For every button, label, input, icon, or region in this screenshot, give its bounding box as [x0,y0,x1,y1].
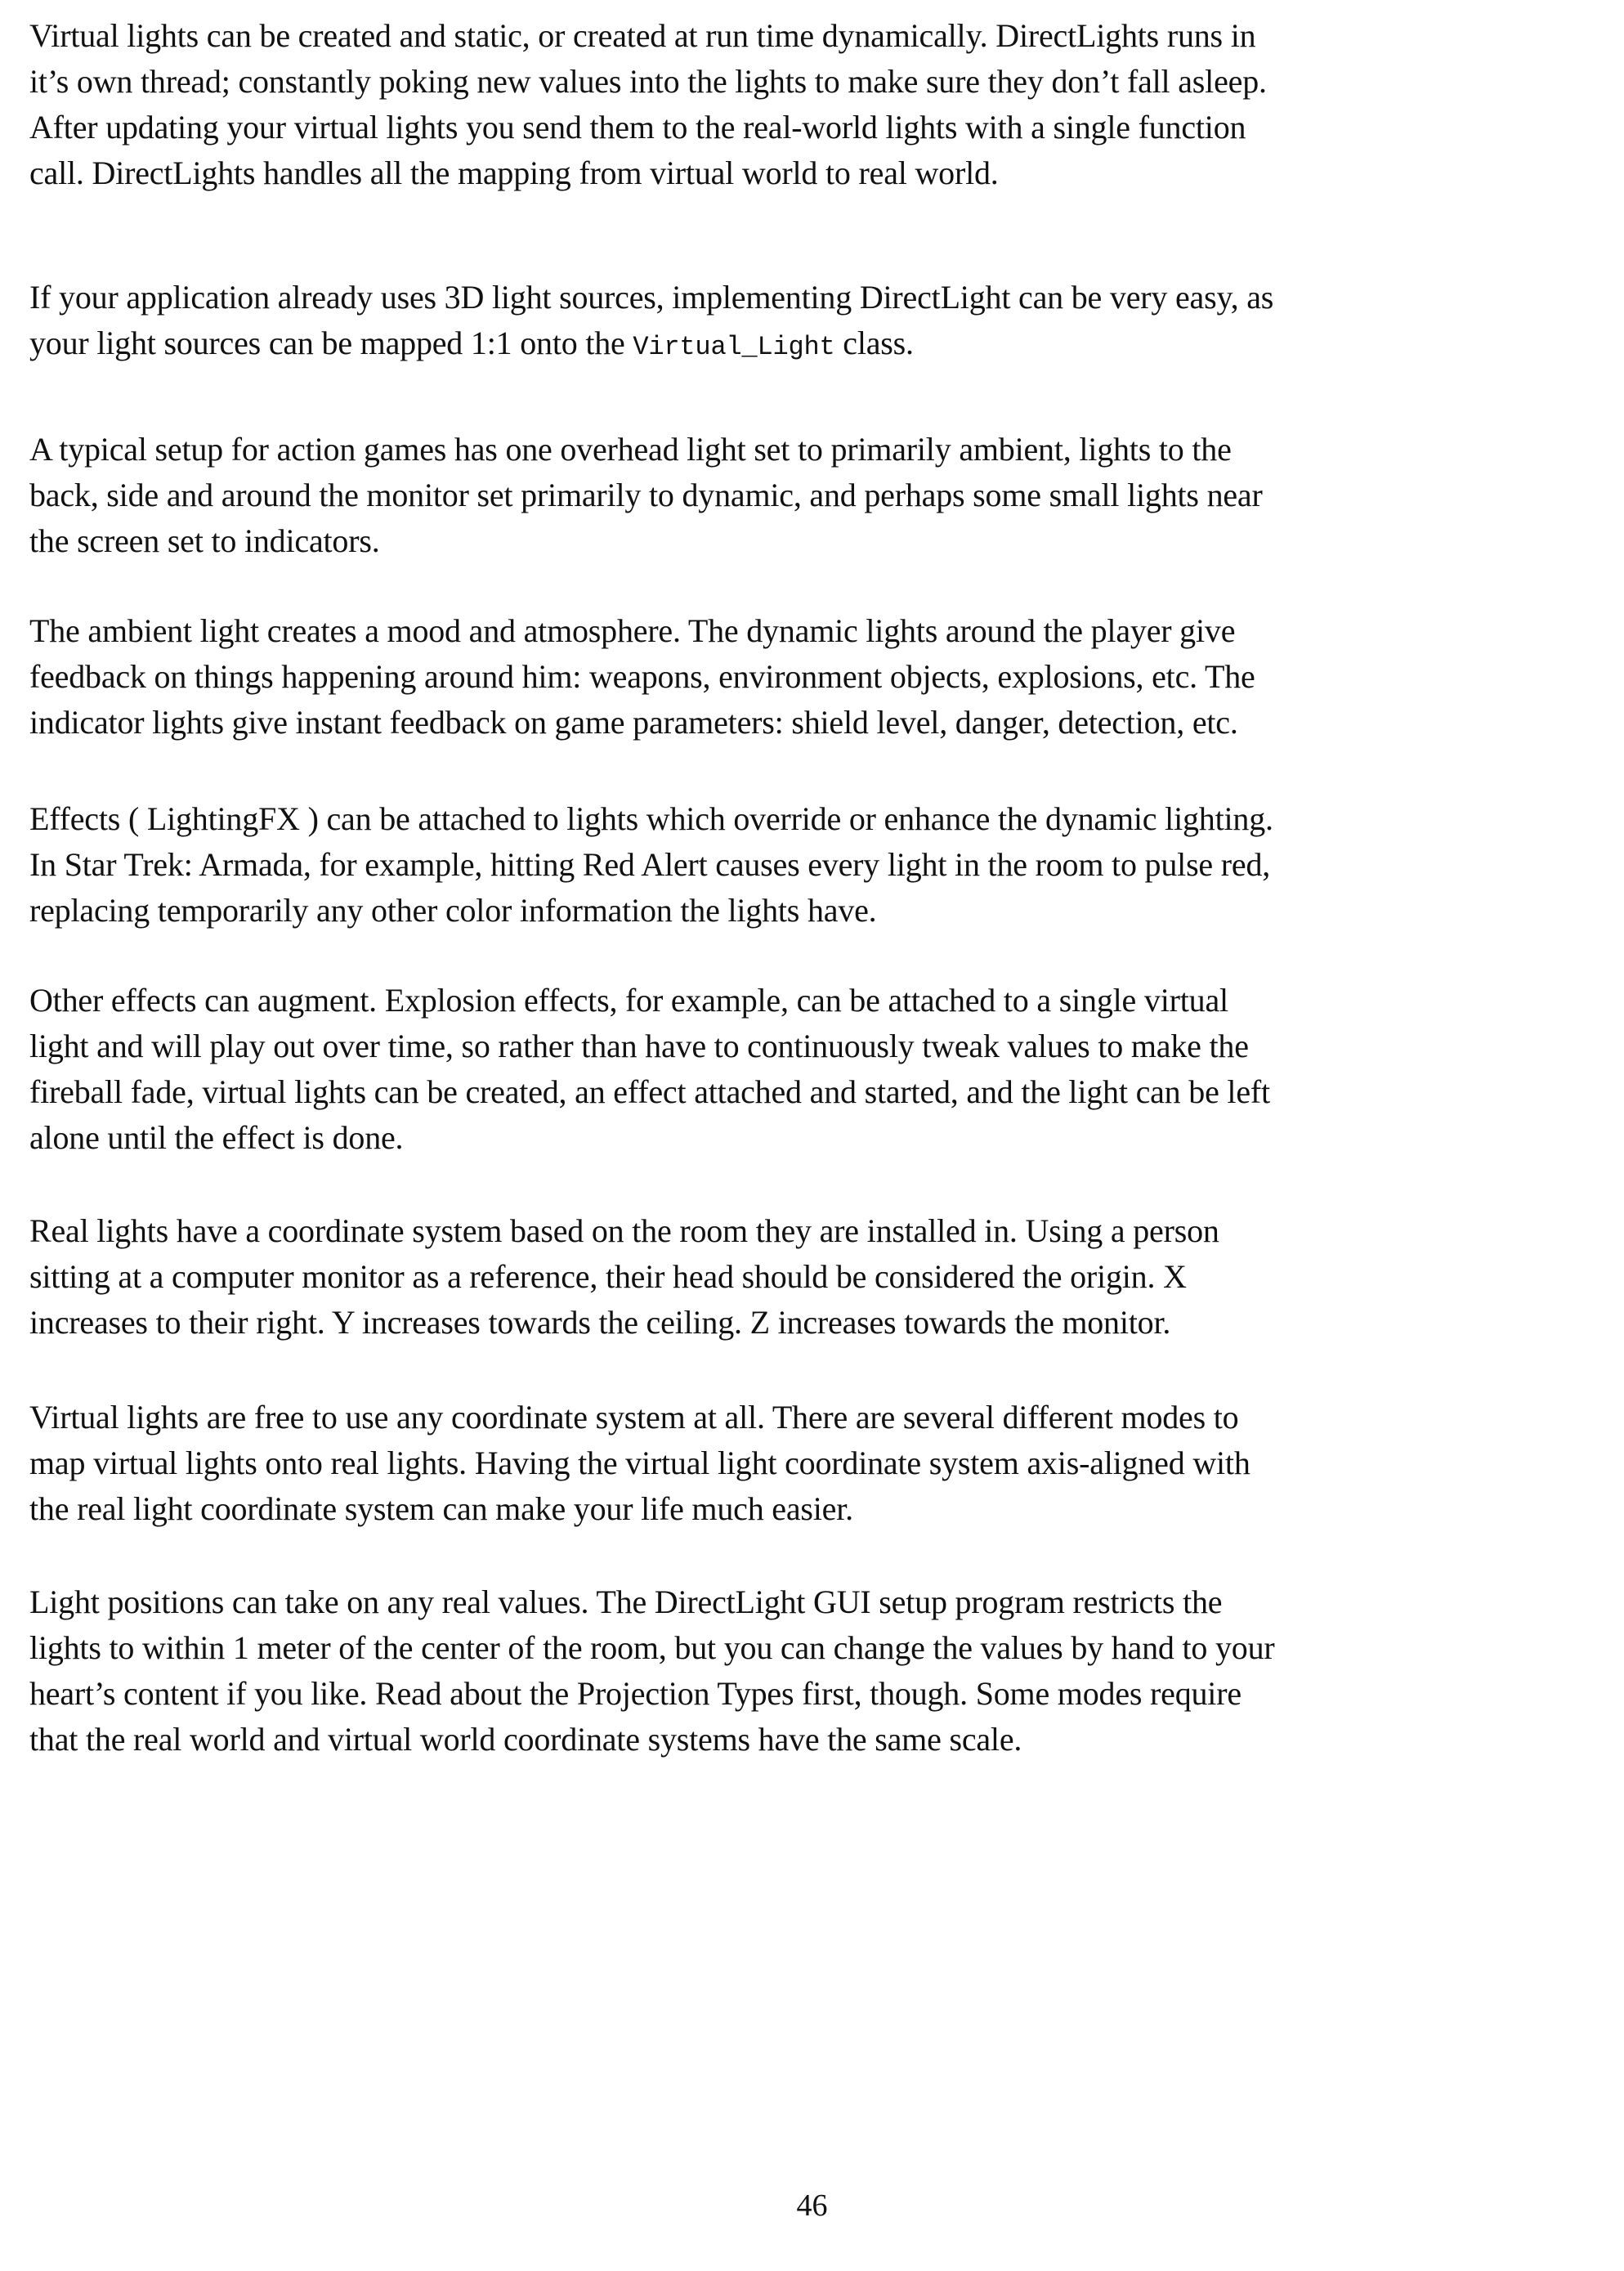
text-line: feedback on things happening around him: weapons, environment objects, explosions, etc. The [29,654,1607,700]
text-line: replacing temporarily any other color information the lights have. [29,888,1607,934]
page-number: 46 [0,2188,1624,2224]
text-line: sitting at a computer monitor as a reference, their head should be considered the origin. X [29,1254,1607,1300]
text-line: In Star Trek: Armada, for example, hitting Red Alert causes every light in the room to pulse red, [29,842,1607,888]
text-line: call. DirectLights handles all the mapping from virtual world to real world. [29,150,1607,196]
paragraph-ambient-light [29,608,1607,746]
text-line: The ambient light creates a mood and atmosphere. The dynamic lights around the player give [29,608,1607,654]
text-line: increases to their right. Y increases towards the ceiling. Z increases towards the monitor. [29,1300,1607,1346]
inline-code: Virtual_Light [633,332,834,362]
text-line: Virtual lights can be created and static, or created at run time dynamically. DirectLights runs in [29,13,1607,59]
text-line: indicator lights give instant feedback on game parameters: shield level, danger, detection, etc. [29,700,1607,746]
text-line: alone until the effect is done. [29,1115,1607,1161]
text-line: fireball fade, virtual lights can be created, an effect attached and started, and the light can be left [29,1069,1607,1115]
text-line: Virtual lights are free to use any coordinate system at all. There are several different modes to [29,1395,1607,1440]
text-line: that the real world and virtual world coordinate systems have the same scale. [29,1717,1607,1763]
paragraph-effects [29,796,1607,934]
text-fragment: class. [834,325,913,361]
text-line: light and will play out over time, so rather than have to continuously tweak values to make the [29,1024,1607,1069]
text-line: After updating your virtual lights you send them to the real-world lights with a single function [29,105,1607,150]
paragraph-other-effects [29,978,1607,1161]
paragraph-light-positions [29,1579,1607,1763]
paragraph-typical-setup [29,427,1607,564]
text-line: the real light coordinate system can make your life much easier. [29,1486,1607,1532]
text-line: If your application already uses 3D light sources, implementing DirectLight can be very easy, as [29,275,1607,320]
text-line: it’s own thread; constantly poking new values into the lights to make sure they don’t fall asleep. [29,59,1607,105]
paragraph-virtual-coordinates [29,1395,1607,1532]
text-line: the screen set to indicators. [29,518,1607,564]
paragraph-3d-light-sources [29,275,1607,370]
text-line: A typical setup for action games has one overhead light set to primarily ambient, lights to the [29,427,1607,473]
text-line: Light positions can take on any real values. The DirectLight GUI setup program restricts the [29,1579,1607,1625]
text-line: back, side and around the monitor set primarily to dynamic, and perhaps some small lights near [29,473,1607,518]
text-line: heart’s content if you like. Read about the Projection Types first, though. Some modes require [29,1671,1607,1717]
text-line: map virtual lights onto real lights. Having the virtual light coordinate system axis-aligned with [29,1440,1607,1486]
text-line: Other effects can augment. Explosion effects, for example, can be attached to a single virtual [29,978,1607,1024]
text-line: Effects ( LightingFX ) can be attached to lights which override or enhance the dynamic lighting. [29,796,1607,842]
text-line [29,320,1607,370]
paragraph-virtual-lights [29,13,1607,196]
text-line: Real lights have a coordinate system based on the room they are installed in. Using a person [29,1208,1607,1254]
text-fragment: your light sources can be mapped 1:1 onto the [29,325,625,361]
text-line: lights to within 1 meter of the center of the room, but you can change the values by hand to your [29,1625,1607,1671]
paragraph-real-lights [29,1208,1607,1346]
